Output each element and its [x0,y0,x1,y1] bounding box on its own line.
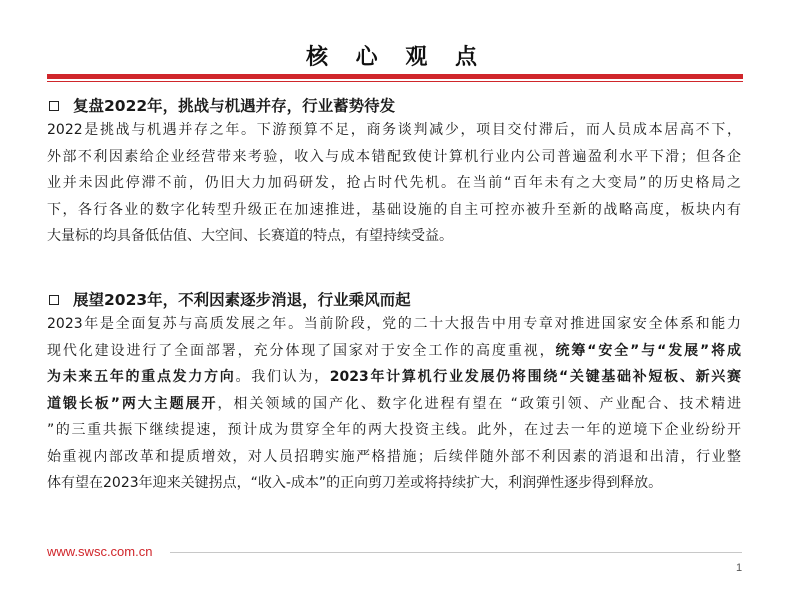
bold-text-run: 为未来五年的重点发力方向 [47,369,236,385]
paragraph-line [47,338,741,365]
title-rule-thick [47,74,743,79]
footer-rule [170,552,742,553]
bold-text-run: 统筹“安全”与“发展”将成 [555,342,741,359]
paragraph-line: 大量标的均具备低估值、大空间、长赛道的特点，有望持续受益。 [47,228,453,244]
section-review-2022 [47,95,747,250]
paragraph-line: 2022是挑战与机遇并存之年。下游预算不足，商务谈判减少，项目交付滞后，而人员成本居高不下， [47,122,741,138]
paragraph-line: ”的三重共振下继续提速，预计成为贯穿全年的两大投资主线。此外，在过去一年的逆境下企业纷纷开 [47,422,741,438]
section-heading [47,289,747,311]
paragraph-line: 体有望在2023年迎来关键拐点，“收入-成本”的正向剪刀差或将持续扩大，利润弹性逐步得到释放。 [47,475,663,491]
footer-website-link[interactable]: www.swsc.com.cn [47,544,153,559]
square-bullet-icon [49,295,59,305]
title-rule-thin [47,81,743,82]
paragraph-line: 始重视内部改革和提质增效，对人员招聘实施严格措施；后续伴随外部不利因素的消退和出清，行业整 [47,448,741,465]
paragraph-line: 下，各行各业的数字化转型升级正在加速推进，基础设施的自主可控亦被升至新的战略高度，板块内有 [47,201,741,218]
paragraph-line: 外部不利因素给企业经营带来考验，收入与成本错配致使计算机行业内公司普遍盈利水平下滑；但各企 [47,148,741,165]
text-run: 。我们认为， [235,369,330,385]
text-run: ，相关领域的国产化、数字化进程有望在 “政策引领、产业配合、技术精进 [217,395,742,412]
paragraph-line: 业并未因此停滞不前，仍旧大力加码研发，抢占时代先机。在当前“百年未有之大变局”的历史格局之 [47,175,741,191]
page-title: 核 心 观 点 [306,45,487,70]
paragraph-line [47,364,741,391]
paragraph-line [47,391,741,418]
section-heading-text: 展望2023年，不利因素逐步消退，行业乘风而起 [73,291,411,309]
section-heading-text: 复盘2022年，挑战与机遇并存，行业蓄势待发 [73,97,396,115]
paragraph-line: 2023年是全面复苏与高质发展之年。当前阶段，党的二十大报告中用专章对推进国家安全体系和能力 [47,316,741,332]
bold-text-run: 道锻长板”两大主题展开 [47,395,218,412]
bold-text-run: 2023年计算机行业发展仍将围绕“关键基础补短板、新兴赛 [329,369,742,385]
text-run: 现代化建设进行了全面部署，充分体现了国家对于安全工作的高度重视， [47,342,556,359]
section-outlook-2023 [47,289,747,497]
section-heading [47,95,747,117]
square-bullet-icon [49,101,59,111]
page-number: 1 [736,562,743,574]
